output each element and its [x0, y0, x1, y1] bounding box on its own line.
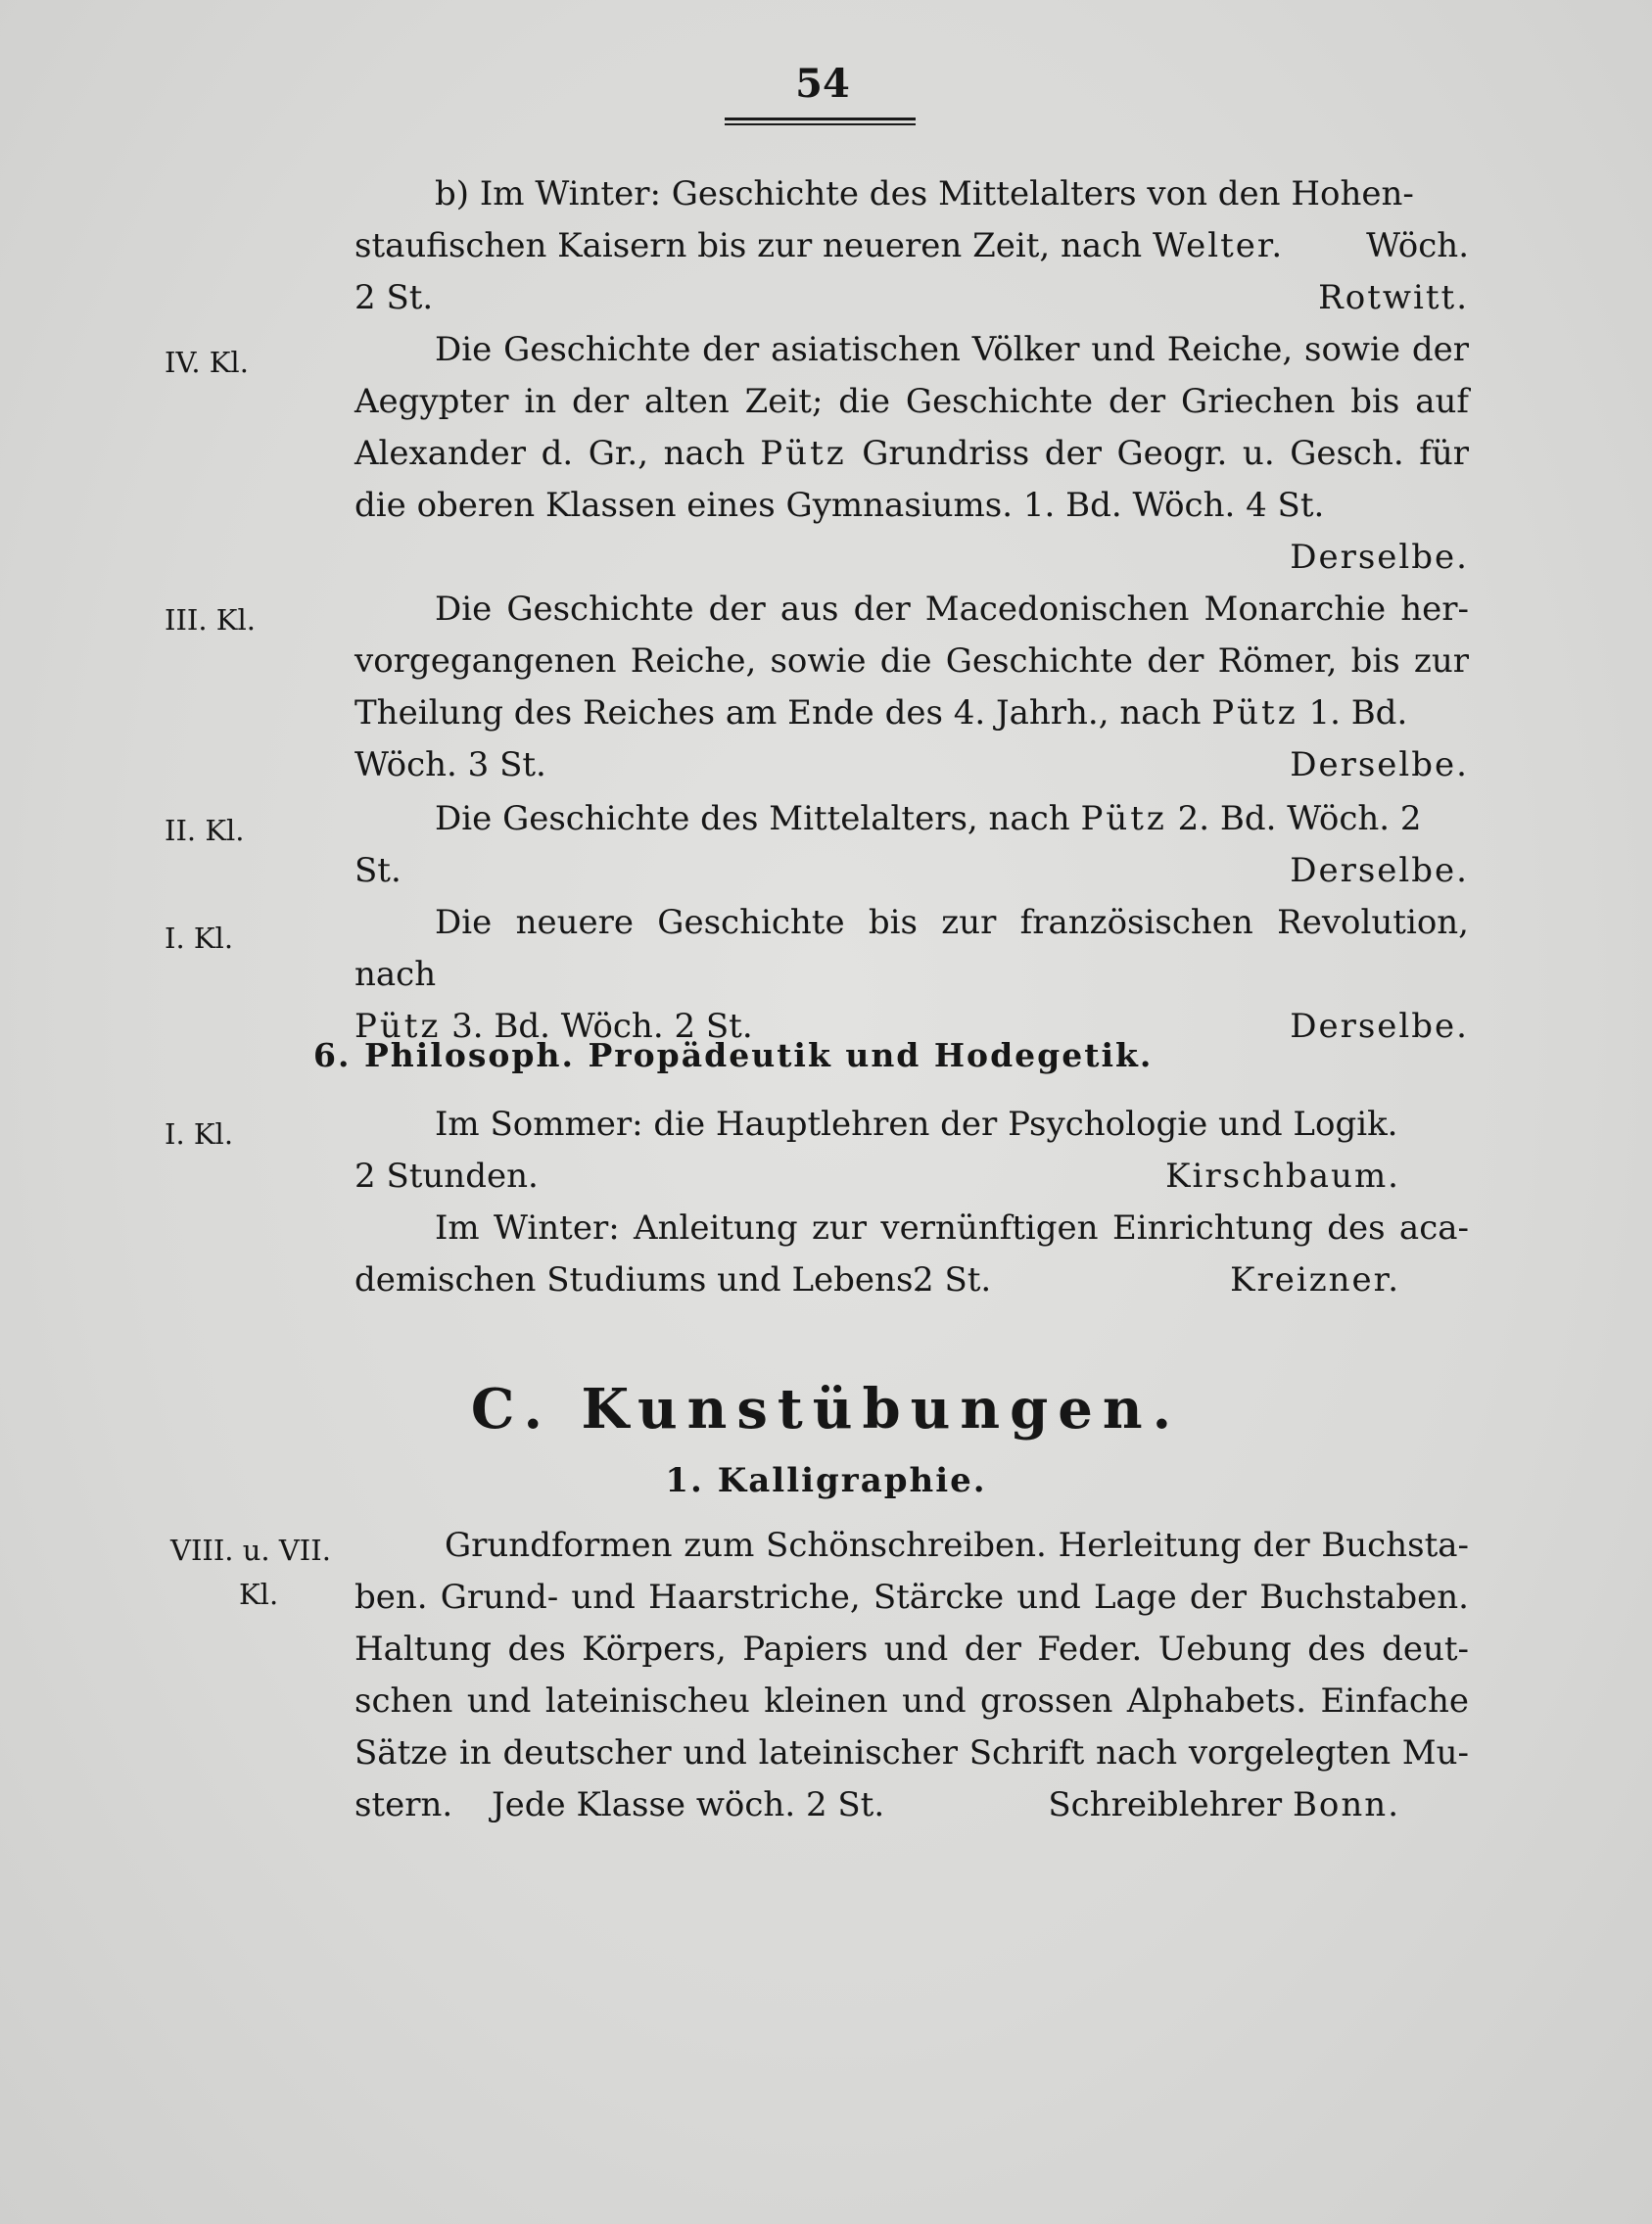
class-label: III. Kl.	[165, 603, 256, 637]
teacher-signature: Derselbe.	[1290, 538, 1469, 577]
teacher-signature: Derselbe.	[1290, 1007, 1469, 1046]
class-ii-block	[354, 793, 1469, 897]
text-span: 1. Bd.	[1308, 693, 1408, 733]
winter-line-1	[354, 168, 1469, 220]
text-span: staufischen Kaisern bis zur neueren Zeit, nach	[354, 226, 1143, 265]
page-number: 54	[795, 61, 850, 107]
author-name: Welter.	[1152, 226, 1285, 265]
class-label: Kl.	[239, 1578, 279, 1611]
text-span: Wöch.	[1366, 226, 1469, 265]
text-span: Die Geschichte der aus der Macedonischen Monarchie her-vorgegangenen Reiche, sowie die Geschichte der Römer, bis zur Theilung des Reiches am Ende des 4. Jahrh., nach	[354, 590, 1469, 733]
author-name: Pütz	[354, 1007, 442, 1046]
paragraph	[354, 324, 1469, 532]
subsection-heading: 1. Kalligraphie.	[665, 1461, 987, 1500]
text-span: 2. Bd. Wöch. 2	[1177, 799, 1422, 838]
signature-row	[354, 1779, 1469, 1831]
teacher-name: Bonn.	[1292, 1785, 1400, 1824]
teacher-signature: Rotwitt.	[1318, 278, 1469, 317]
hours: 2 St.	[913, 1260, 992, 1300]
author-name: Pütz	[1080, 799, 1167, 838]
signature-row	[354, 845, 1469, 897]
text-span: Grundriss der Geogr. u. Gesch. für die oberen Klassen eines Gymnasiums. 1. Bd. Wöch. 4 St.	[354, 434, 1469, 525]
author-name: Pütz	[760, 434, 847, 473]
hours: Wöch. 3 St.	[354, 745, 546, 784]
class-label: VIII. u. VII.	[170, 1534, 331, 1567]
class-label: I. Kl.	[165, 922, 234, 955]
hours: 2 St.	[354, 278, 434, 317]
text-span: Die neuere Geschichte bis zur französischen Revolution, nach	[354, 903, 1469, 994]
teacher-signature: Kirschbaum.	[1165, 1157, 1400, 1196]
text-span: Die Geschichte der asiatischen Völker und Reiche, sowie der Aegypter in der alten Zeit; die Geschichte der Griechen bis auf Alexander d. Gr., nach	[354, 330, 1469, 473]
signature-row	[354, 739, 1469, 791]
teacher-role: Schreiblehrer	[1048, 1785, 1283, 1824]
section-heading: 6. Philosoph. Propädeutik und Hodegetik.	[313, 1036, 1154, 1074]
class-iv-block	[354, 324, 1469, 584]
page-number-rule	[725, 118, 916, 125]
winter-history-block	[354, 168, 1469, 324]
paragraph	[354, 793, 1469, 845]
paragraph	[354, 1099, 1469, 1151]
hours: 2 Stunden.	[354, 1157, 539, 1196]
hours: 3. Bd. Wöch. 2 St.	[451, 1007, 753, 1046]
text-line	[354, 220, 1284, 272]
class-iii-block	[354, 584, 1469, 791]
calligraphy-block	[354, 1520, 1469, 1831]
teacher-signature	[1048, 1779, 1400, 1831]
signature-row	[354, 1151, 1469, 1203]
class-i-block	[354, 897, 1469, 1053]
teacher-signature: Derselbe.	[1290, 851, 1469, 890]
hours: St.	[354, 851, 401, 890]
paragraph	[354, 584, 1469, 739]
text-span: Die Geschichte des Mittelalters, nach	[435, 799, 1070, 838]
class-label: II. Kl.	[165, 814, 245, 847]
winter-line-2	[354, 220, 1469, 272]
text-span: Im Winter: Anleitung zur vernünftigen Einrichtung des aca-demischen Studiums und Lebens.	[354, 1208, 1469, 1300]
winter-line-3	[354, 272, 1469, 324]
hours: Jede Klasse wöch. 2 St.	[492, 1785, 885, 1824]
paragraph	[354, 897, 1469, 1001]
class-label: I. Kl.	[165, 1117, 234, 1151]
philosophy-block	[354, 1099, 1469, 1306]
teacher-signature: Derselbe.	[1290, 745, 1469, 784]
teacher-signature: Kreizner.	[1230, 1260, 1400, 1300]
author-name: Pütz	[1211, 693, 1298, 733]
text-span: Im Sommer: die Hauptlehren der Psychologie und Logik.	[435, 1105, 1398, 1144]
text-line: b) Im Winter: Geschichte des Mittelalters von den Hohen-	[435, 174, 1414, 213]
class-label: IV. Kl.	[165, 346, 249, 379]
text-span: Grundformen zum Schönschreiben. Herleitung der Buchsta-ben. Grund- und Haarstriche, Stärcke und Lage der Buchstaben. Haltung des Körpers, Papiers und der Feder. Uebung des deut-schen und lateinischeu kleinen und grossen Alphabets. Einfache Sätze in deutscher und lateinischer Schrift nach vorgelegten Mu-stern.	[354, 1526, 1469, 1824]
chapter-heading: C. Kunstübungen.	[470, 1377, 1182, 1442]
